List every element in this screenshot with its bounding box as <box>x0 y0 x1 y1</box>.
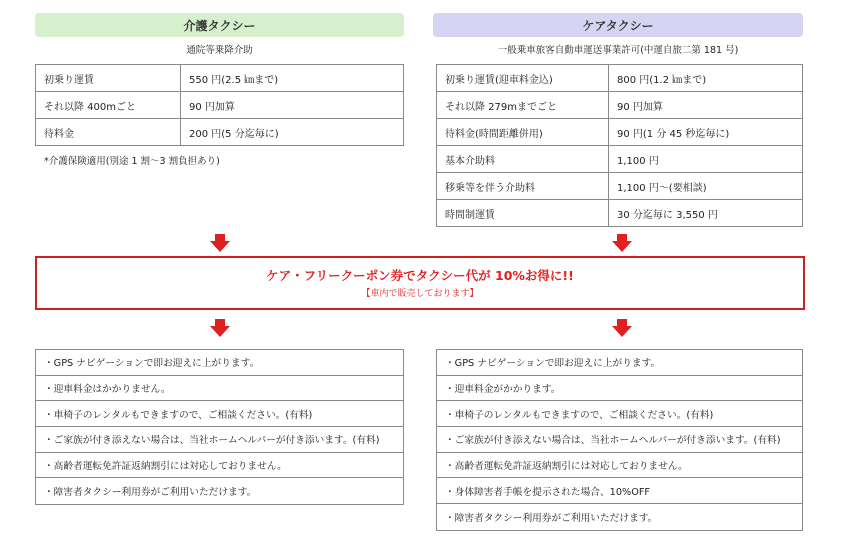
fare-value: 1,100 円 <box>609 146 803 173</box>
down-arrow-icon <box>612 319 632 337</box>
left-header <box>35 13 404 37</box>
fare-value: 90 円加算 <box>181 92 404 119</box>
down-arrow-icon <box>210 234 230 252</box>
fare-label: 初乗り運賃 <box>36 65 181 92</box>
table-row <box>36 65 404 92</box>
list-item: ・高齢者運転免許証返納割引には対応しておりません。 <box>36 453 403 479</box>
list-item: ・障害者タクシー利用券がご利用いただけます。 <box>44 487 257 499</box>
list-item: ・迎車料金がかかります。 <box>437 376 802 402</box>
fare-value: 200 円(5 分迄毎に) <box>181 119 404 146</box>
table-row <box>437 200 803 227</box>
right-header-title: ケアタクシー <box>582 18 654 33</box>
fare-value: 1,100 円～(要相談) <box>609 173 803 200</box>
table-row <box>437 146 803 173</box>
fare-label: 待料金(時間距離併用) <box>437 119 609 146</box>
fare-value: 550 円(2.5 ㎞まで) <box>181 65 404 92</box>
list-item: ・身体障害者手帳を提示された場合、10%OFF <box>437 478 802 504</box>
list-item: ・障害者タクシー利用券がご利用いただけます。 <box>445 512 658 524</box>
table-row <box>36 119 404 146</box>
left-subtitle: 通院等乗降介助 <box>186 45 253 56</box>
down-arrow-icon <box>210 319 230 337</box>
list-item: ・車椅子のレンタルもできますので、ご相談ください。(有料) <box>437 401 802 427</box>
list-item: ・GPS ナビゲーションで即お迎えに上がります。 <box>36 350 403 376</box>
table-row <box>437 173 803 200</box>
left-header-title: 介護タクシー <box>183 18 256 33</box>
coupon-banner <box>35 256 805 310</box>
list-item: ・高齢者運転免許証返納割引には対応しておりません。 <box>437 453 802 479</box>
fare-label: 待料金 <box>36 119 181 146</box>
fare-label: それ以降 400mごと <box>36 92 181 119</box>
left-benefits-list <box>35 349 404 505</box>
fare-value: 30 分迄毎に 3,550 円 <box>609 200 803 227</box>
down-arrow-icon <box>612 234 632 252</box>
list-item: ・車椅子のレンタルもできますので、ご相談ください。(有料) <box>36 401 403 427</box>
fare-value: 90 円加算 <box>609 92 803 119</box>
fare-label: 時間制運賃 <box>437 200 609 227</box>
fare-label: 初乗り運賃(迎車料金込) <box>437 65 609 92</box>
list-item: ・GPS ナビゲーションで即お迎えに上がります。 <box>437 350 802 376</box>
coupon-banner-subtitle: 【車内で販売しております】 <box>361 289 479 299</box>
list-item: ・ご家族が付き添えない場合は、当社ホームヘルパーが付き添います。(有料) <box>36 427 403 453</box>
table-row <box>36 92 404 119</box>
list-item: ・ご家族が付き添えない場合は、当社ホームヘルパーが付き添います。(有料) <box>437 427 802 453</box>
fare-label: 移乗等を伴う介助料 <box>437 173 609 200</box>
table-row <box>437 119 803 146</box>
table-row <box>437 65 803 92</box>
fare-value: 90 円(1 分 45 秒迄毎に) <box>609 119 803 146</box>
right-fare-table <box>436 64 803 227</box>
table-row <box>437 92 803 119</box>
fare-label: 基本介助料 <box>437 146 609 173</box>
coupon-banner-title: ケア・フリークーポン券でタクシー代が 10%お得に!! <box>266 268 574 283</box>
right-subtitle: 一般乗車旅客自動車運送事業許可(中運自旅二第 181 号) <box>497 45 739 56</box>
right-benefits-list <box>436 349 803 531</box>
fare-value: 800 円(1.2 ㎞まで) <box>609 65 803 92</box>
left-note: *介護保険適用(別途 1 割～3 割負担あり) <box>44 156 220 167</box>
left-fare-table <box>35 64 404 146</box>
right-header <box>433 13 803 37</box>
fare-label: それ以降 279mまでごと <box>437 92 609 119</box>
list-item: ・迎車料金はかかりません。 <box>36 376 403 402</box>
